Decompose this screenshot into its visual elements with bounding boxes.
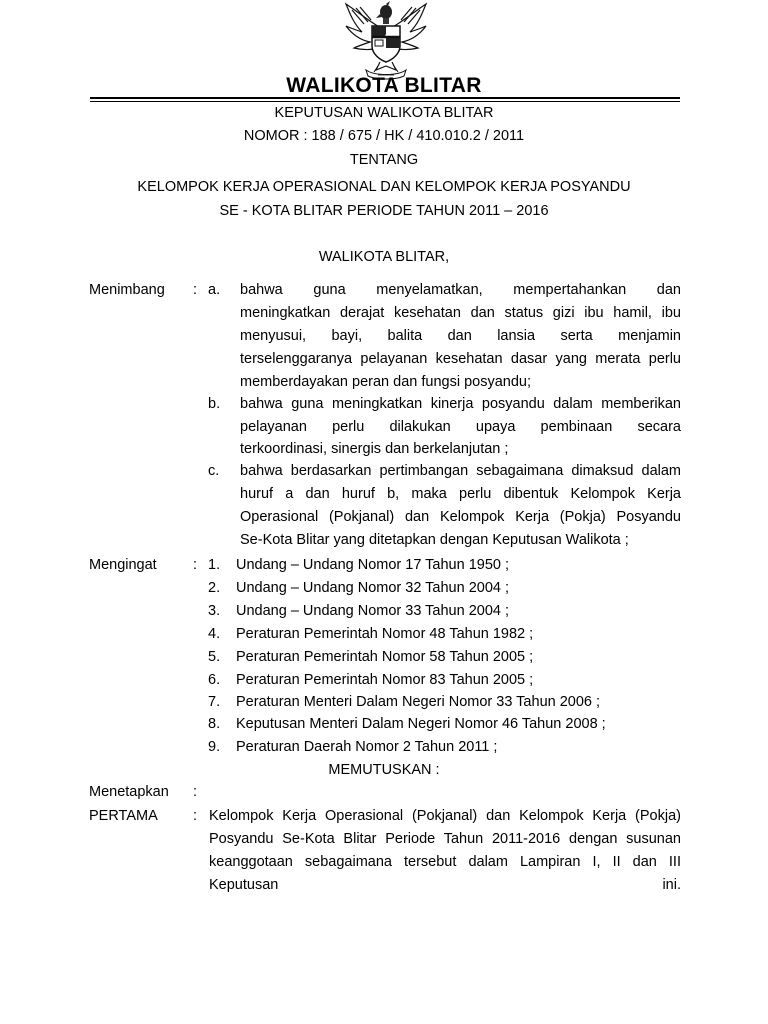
pertama-line: Kelompok Kerja Operasional (Pokjanal) dan Kelompok Kerja (Pokja) bbox=[209, 808, 681, 824]
menimbang-b-line: pelayanan perlu dilakukan upaya pembinaan secara bbox=[240, 419, 681, 435]
mengingat-item-number: 4. bbox=[208, 626, 221, 642]
mengingat-item-number: 3. bbox=[208, 603, 221, 619]
garuda-emblem-icon bbox=[340, 0, 432, 80]
menimbang-b-line: terkoordinasi, sinergis dan berkelanjutan ; bbox=[240, 441, 509, 457]
pertama-line: Posyandu Se-Kota Blitar Periode Tahun 2011-2016 dengan susunan bbox=[209, 831, 681, 847]
decree-title: KEPUTUSAN WALIKOTA BLITAR bbox=[274, 105, 494, 121]
mengingat-item-text: Peraturan Pemerintah Nomor 48 Tahun 1982 ; bbox=[236, 626, 534, 642]
mengingat-item-number: 1. bbox=[208, 557, 221, 573]
menimbang-c-line: huruf a dan huruf b, maka perlu dibentuk Kelompok Kerja bbox=[240, 486, 681, 502]
mengingat-item-text: Peraturan Menteri Dalam Negeri Nomor 33 Tahun 2006 ; bbox=[236, 694, 601, 710]
mengingat-item-text: Peraturan Pemerintah Nomor 58 Tahun 2005 ; bbox=[236, 649, 534, 665]
mengingat-item-text: Undang – Undang Nomor 33 Tahun 2004 ; bbox=[236, 603, 510, 619]
mengingat-item-number: 9. bbox=[208, 739, 221, 755]
menimbang-a-line: bahwa guna menyelamatkan, mempertahankan dan bbox=[240, 282, 681, 298]
menimbang-c-line: Operasional (Pokjanal) dan Kelompok Kerja (Pokja) Posyandu bbox=[240, 509, 681, 525]
menimbang-c-line: Se-Kota Blitar yang ditetapkan dengan Keputusan Walikota ; bbox=[240, 532, 629, 548]
mengingat-item-text: Undang – Undang Nomor 17 Tahun 1950 ; bbox=[236, 557, 510, 573]
menimbang-a-line: terselenggaranya pelayanan kesehatan dasar yang merata perlu bbox=[240, 351, 681, 367]
decree-about: TENTANG bbox=[349, 152, 419, 168]
mengingat-item-number: 6. bbox=[208, 672, 221, 688]
mengingat-colon: : bbox=[193, 557, 198, 573]
decree-subject-line-2: SE - KOTA BLITAR PERIODE TAHUN 2011 – 2016 bbox=[219, 203, 549, 219]
menimbang-colon: : bbox=[193, 282, 198, 298]
mengingat-item-text: Keputusan Menteri Dalam Negeri Nomor 46 Tahun 2008 ; bbox=[236, 716, 606, 732]
header-rule-thin bbox=[90, 101, 680, 102]
menimbang-a-line: memberdayakan peran dan fungsi posyandu; bbox=[240, 374, 531, 390]
menimbang-c-line: bahwa berdasarkan pertimbangan sebagaimana dimaksud dalam bbox=[240, 463, 681, 479]
menimbang-a-line: meningkatkan derajat kesehatan dan status gizi ibu hamil, ibu bbox=[240, 305, 681, 321]
menetapkan-label: Menetapkan bbox=[89, 784, 169, 800]
pertama-line: Keputusan ini. bbox=[209, 877, 681, 893]
menimbang-marker-a: a. bbox=[208, 282, 221, 298]
menimbang-a-line: menyusui, bayi, balita dan lansia serta menjamin bbox=[240, 328, 681, 344]
decree-issuer: WALIKOTA BLITAR, bbox=[318, 249, 450, 265]
mengingat-item-number: 2. bbox=[208, 580, 221, 596]
mengingat-label: Mengingat bbox=[89, 557, 157, 573]
decree-subject-line-1: KELOMPOK KERJA OPERASIONAL DAN KELOMPOK KERJA POSYANDU bbox=[137, 179, 631, 195]
pertama-line: keanggotaan sebagaimana tersebut dalam Lampiran I, II dan III bbox=[209, 854, 681, 870]
mengingat-item-text: Undang – Undang Nomor 32 Tahun 2004 ; bbox=[236, 580, 510, 596]
menimbang-label: Menimbang bbox=[89, 282, 165, 298]
menimbang-b-line: bahwa guna meningkatkan kinerja posyandu dalam memberikan bbox=[240, 396, 681, 412]
menimbang-marker-b: b. bbox=[208, 396, 221, 412]
mengingat-item-text: Peraturan Daerah Nomor 2 Tahun 2011 ; bbox=[236, 739, 498, 755]
menetapkan-colon: : bbox=[193, 784, 198, 800]
mengingat-item-number: 7. bbox=[208, 694, 221, 710]
pertama-label: PERTAMA bbox=[89, 808, 158, 824]
org-title: WALIKOTA BLITAR bbox=[286, 74, 482, 97]
header-rule-thick bbox=[90, 97, 680, 99]
mengingat-item-text: Peraturan Pemerintah Nomor 83 Tahun 2005 ; bbox=[236, 672, 534, 688]
pertama-colon: : bbox=[193, 808, 198, 824]
memutuskan-heading: MEMUTUSKAN : bbox=[328, 762, 440, 778]
menimbang-marker-c: c. bbox=[208, 463, 220, 479]
mengingat-item-number: 8. bbox=[208, 716, 221, 732]
decree-number: NOMOR : 188 / 675 / HK / 410.010.2 / 2011 bbox=[243, 128, 525, 144]
mengingat-item-number: 5. bbox=[208, 649, 221, 665]
